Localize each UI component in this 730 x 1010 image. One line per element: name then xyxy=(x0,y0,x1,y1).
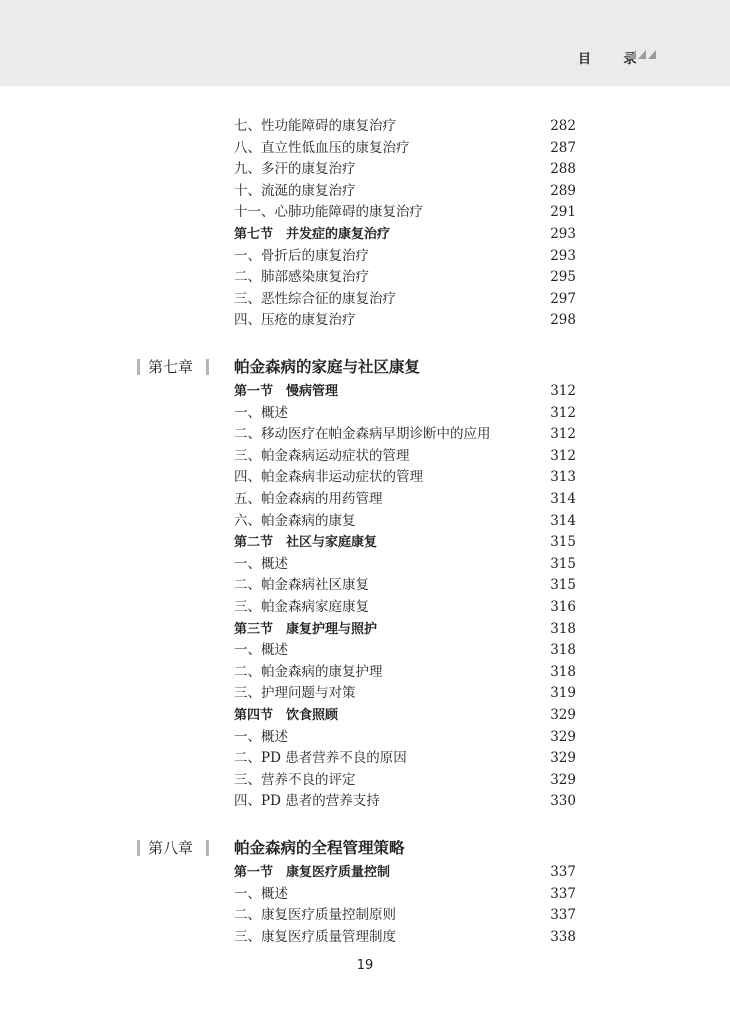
chapter-title: 帕金森病的家庭与社区康复 xyxy=(234,357,421,376)
toc-entry-row xyxy=(234,575,576,596)
toc-section-row xyxy=(234,381,576,402)
toc-section-row xyxy=(234,705,576,726)
toc-entry-title: 四、PD 患者的营养支持 xyxy=(234,793,380,810)
toc-entry-title: 二、帕金森病的康复护理 xyxy=(234,663,383,680)
toc-page-number: 337 xyxy=(550,864,576,880)
toc-entry-row xyxy=(234,791,576,812)
toc-entry-row xyxy=(234,748,576,769)
toc-page-number: 287 xyxy=(550,139,576,156)
toc-entry-title: 一、概述 xyxy=(234,642,288,659)
toc-page-number: 330 xyxy=(550,793,576,810)
toc-page-number: 313 xyxy=(550,469,576,486)
toc-page-number: 318 xyxy=(550,620,576,637)
toc-entry-title: 三、营养不良的评定 xyxy=(234,771,356,788)
toc-entry-title: 一、概述 xyxy=(234,885,288,902)
toc-entry-row xyxy=(234,246,576,267)
toc-entry-title: 三、恶性综合征的康复治疗 xyxy=(234,290,396,307)
toc-entry-row xyxy=(234,884,576,905)
toc-page-number: 288 xyxy=(550,161,576,178)
toc-entry-title: 第二节 社区与家庭康复 xyxy=(234,535,378,551)
toc-section-row xyxy=(234,862,576,883)
toc-page-number: 293 xyxy=(550,247,576,264)
toc-entry-title: 一、概述 xyxy=(234,728,288,745)
toc-page-number: 329 xyxy=(550,728,576,745)
header-title: 目 录 xyxy=(578,52,651,67)
toc-entry-title: 四、压疮的康复治疗 xyxy=(234,312,356,329)
chapter-number: 第七章 xyxy=(148,358,194,376)
toc-entry-title: 三、帕金森病家庭康复 xyxy=(234,599,369,615)
chapter-number: 第八章 xyxy=(148,839,194,857)
toc-entry-row xyxy=(234,489,576,510)
toc-entry-row xyxy=(234,554,576,575)
toc-entry-title: 六、帕金森病的康复 xyxy=(234,512,356,529)
toc-entry-row xyxy=(234,181,576,202)
toc-entry-row xyxy=(234,511,576,532)
toc-page-number: 297 xyxy=(550,290,576,307)
toc-entry-row xyxy=(234,159,576,180)
toc-entry-title: 二、PD 患者营养不良的原因 xyxy=(234,750,407,767)
toc-entry-row xyxy=(234,683,576,704)
toc-page-number: 338 xyxy=(550,928,576,945)
toc-entry-row xyxy=(234,310,576,331)
toc-page-number: 312 xyxy=(550,426,576,443)
toc-entry-row xyxy=(234,770,576,791)
toc-section-row xyxy=(234,619,576,640)
toc-entry-title: 第一节 康复医疗质量控制 xyxy=(234,865,391,880)
toc-page-number: 329 xyxy=(550,750,576,767)
toc-entry-title: 七、性功能障碍的康复治疗 xyxy=(234,118,396,134)
toc-entry-row xyxy=(234,662,576,683)
toc-page-number: 312 xyxy=(550,383,576,399)
toc-page-number: 289 xyxy=(550,182,576,199)
toc-page-number: 295 xyxy=(550,269,576,286)
toc-entry-title: 四、帕金森病非运动症状的管理 xyxy=(234,469,423,486)
toc-page-number: 298 xyxy=(550,312,576,329)
toc-page-number: 291 xyxy=(550,204,576,221)
toc-page-number: 318 xyxy=(550,663,576,680)
toc-entry-row xyxy=(234,267,576,288)
toc-entry-row xyxy=(234,467,576,488)
toc-entry-title: 二、帕金森病社区康复 xyxy=(234,577,369,594)
toc-entry-title: 二、移动医疗在帕金森病早期诊断中的应用 xyxy=(234,426,491,443)
toc-page-number: 314 xyxy=(550,512,576,529)
toc-entry-row xyxy=(234,202,576,223)
toc-entry-row xyxy=(234,116,576,137)
toc-page-number: 315 xyxy=(550,555,576,572)
toc-page-number: 337 xyxy=(550,885,576,902)
toc-page-number: 312 xyxy=(550,447,576,464)
toc-entry-row xyxy=(234,927,576,948)
toc-entry-title: 第一节 慢病管理 xyxy=(234,384,339,399)
toc-entry-title: 一、概述 xyxy=(234,555,288,572)
toc-page-number: 312 xyxy=(550,404,576,421)
toc-entry-title: 十一、心肺功能障碍的康复治疗 xyxy=(234,204,423,221)
toc-page-number: 315 xyxy=(550,577,576,594)
toc-entry-row xyxy=(234,446,576,467)
toc-entry-title: 三、护理问题与对策 xyxy=(234,685,356,702)
toc-entry-row xyxy=(234,138,576,159)
toc-entry-title: 第三节 康复护理与照护 xyxy=(234,621,378,637)
toc-entry-title: 九、多汗的康复治疗 xyxy=(234,161,356,178)
page-number: 19 xyxy=(356,958,374,973)
toc-entry-title: 十、流涎的康复治疗 xyxy=(234,182,356,199)
toc-entry-row xyxy=(234,905,576,926)
toc-entry-title: 一、概述 xyxy=(234,404,288,421)
toc-page-number: 318 xyxy=(550,642,576,659)
toc-entry-row xyxy=(234,727,576,748)
toc-entry-title: 五、帕金森病的用药管理 xyxy=(234,491,383,507)
toc-entry-row xyxy=(234,403,576,424)
toc-entry-row xyxy=(234,640,576,661)
toc-entry-title: 一、骨折后的康复治疗 xyxy=(234,247,369,264)
toc-page-number: 319 xyxy=(550,685,576,702)
toc-entry-title: 第七节 并发症的康复治疗 xyxy=(234,227,391,242)
toc-entry-title: 三、康复医疗质量管理制度 xyxy=(234,928,396,945)
toc-page-number: 315 xyxy=(550,534,576,551)
toc-page-number: 329 xyxy=(550,771,576,788)
toc-page-number: 316 xyxy=(550,599,576,615)
running-header xyxy=(0,0,730,86)
toc-page-number: 314 xyxy=(550,491,576,507)
toc-section-row xyxy=(234,224,576,245)
toc-page-number: 329 xyxy=(550,707,576,723)
toc-section-row xyxy=(234,532,576,553)
chapter-title: 帕金森病的全程管理策略 xyxy=(234,838,405,857)
toc-entry-title: 八、直立性低血压的康复治疗 xyxy=(234,139,410,156)
toc-entry-row xyxy=(234,424,576,445)
toc-entry-row xyxy=(234,289,576,310)
toc-entry-title: 第四节 饮食照顾 xyxy=(234,708,339,723)
toc-entry-title: 二、康复医疗质量控制原则 xyxy=(234,907,396,924)
toc-page-number: 293 xyxy=(550,226,576,242)
toc-page-number: 282 xyxy=(550,118,576,134)
toc-entry-title: 二、肺部感染康复治疗 xyxy=(234,269,369,286)
toc-page-number: 337 xyxy=(550,907,576,924)
toc-entry-row xyxy=(234,597,576,618)
toc-entry-title: 三、帕金森病运动症状的管理 xyxy=(234,447,410,464)
